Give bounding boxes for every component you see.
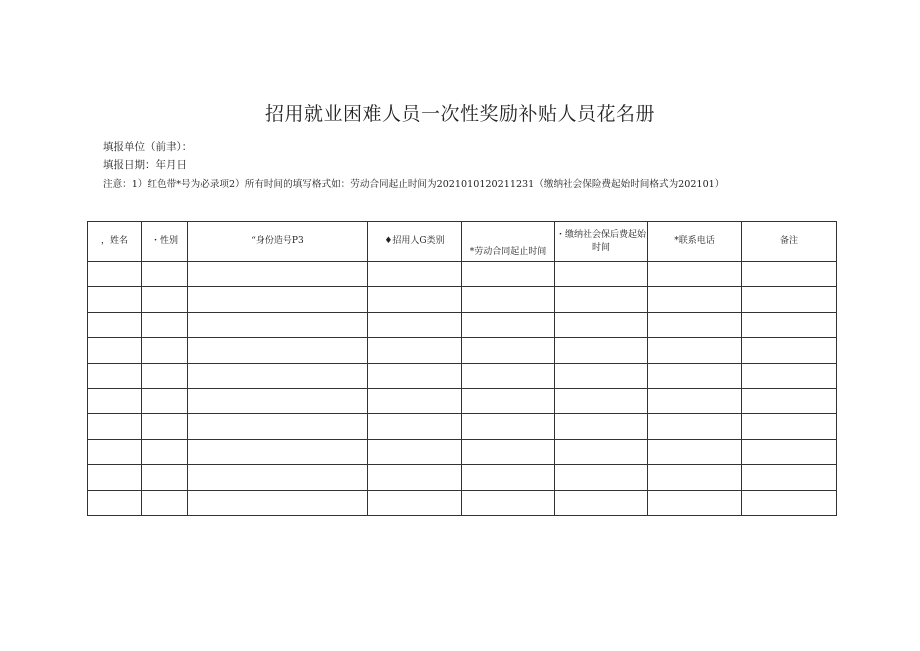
table-cell[interactable]	[742, 388, 837, 413]
table-cell[interactable]	[142, 388, 188, 413]
table-row	[88, 388, 837, 413]
table-cell[interactable]	[555, 363, 648, 388]
table-cell[interactable]	[555, 388, 648, 413]
table-row	[88, 363, 837, 388]
table-cell[interactable]	[648, 312, 742, 337]
table-cell[interactable]	[88, 388, 142, 413]
table-row	[88, 287, 837, 312]
header-name: ，姓名	[88, 222, 142, 262]
table-cell[interactable]	[555, 262, 648, 287]
table-cell[interactable]	[742, 262, 837, 287]
table-cell[interactable]	[648, 262, 742, 287]
table-cell[interactable]	[142, 338, 188, 363]
table-cell[interactable]	[142, 363, 188, 388]
table-cell[interactable]	[742, 363, 837, 388]
table-cell[interactable]	[142, 414, 188, 439]
table-cell[interactable]	[648, 439, 742, 464]
table-cell[interactable]	[368, 388, 462, 413]
table-cell[interactable]	[188, 439, 368, 464]
table-cell[interactable]	[188, 388, 368, 413]
table-cell[interactable]	[742, 439, 837, 464]
table-cell[interactable]	[368, 465, 462, 490]
table-cell[interactable]	[462, 414, 555, 439]
table-cell[interactable]	[142, 465, 188, 490]
table-cell[interactable]	[88, 338, 142, 363]
table-cell[interactable]	[142, 439, 188, 464]
table-cell[interactable]	[142, 312, 188, 337]
table-cell[interactable]	[368, 414, 462, 439]
table-cell[interactable]	[462, 490, 555, 515]
table-cell[interactable]	[555, 414, 648, 439]
table-cell[interactable]	[555, 287, 648, 312]
table-cell[interactable]	[88, 312, 142, 337]
table-cell[interactable]	[88, 439, 142, 464]
table-cell[interactable]	[462, 465, 555, 490]
table-cell[interactable]	[368, 490, 462, 515]
page-title: 招用就业困难人员一次性奖励补贴人员花名册	[264, 103, 655, 125]
table-body	[88, 262, 837, 516]
table-cell[interactable]	[142, 287, 188, 312]
table-cell[interactable]	[648, 414, 742, 439]
header-contract-period: *劳动合同起止时间	[462, 222, 555, 262]
table-cell[interactable]	[742, 465, 837, 490]
table-cell[interactable]	[648, 388, 742, 413]
table-cell[interactable]	[742, 312, 837, 337]
table-cell[interactable]	[368, 287, 462, 312]
table-cell[interactable]	[88, 262, 142, 287]
header-remarks: 备注	[742, 222, 837, 262]
header-id-number: “身份造号P3	[188, 222, 368, 262]
table-cell[interactable]	[462, 338, 555, 363]
reporting-date-label: 填报日期：年月日	[103, 159, 187, 171]
table-row	[88, 465, 837, 490]
instructions-note: 注意：1）红色带*号为必录项2）所有时间的填写格式如：劳动合同起止时间为2021010120211231（缴纳社会保险费起始时间格式为202101）	[103, 179, 725, 190]
header-gender: ・性别	[142, 222, 188, 262]
table-cell[interactable]	[88, 363, 142, 388]
table-cell[interactable]	[742, 414, 837, 439]
table-cell[interactable]	[188, 414, 368, 439]
table-cell[interactable]	[555, 465, 648, 490]
table-row	[88, 312, 837, 337]
table-cell[interactable]	[368, 363, 462, 388]
table-cell[interactable]	[462, 439, 555, 464]
table-cell[interactable]	[742, 338, 837, 363]
table-cell[interactable]	[648, 287, 742, 312]
table-cell[interactable]	[555, 312, 648, 337]
table-row	[88, 439, 837, 464]
header-phone: *联系电话	[648, 222, 742, 262]
header-category: ♦招用人G类别	[368, 222, 462, 262]
table-cell[interactable]	[88, 414, 142, 439]
table-cell[interactable]	[188, 338, 368, 363]
table-cell[interactable]	[188, 490, 368, 515]
table-cell[interactable]	[368, 338, 462, 363]
table-cell[interactable]	[742, 490, 837, 515]
table-cell[interactable]	[368, 439, 462, 464]
table-cell[interactable]	[188, 262, 368, 287]
table-cell[interactable]	[555, 338, 648, 363]
table-cell[interactable]	[555, 490, 648, 515]
table-cell[interactable]	[88, 287, 142, 312]
table-cell[interactable]	[648, 465, 742, 490]
reporting-unit-label: 填报单位（前聿）：	[103, 141, 193, 153]
table-cell[interactable]	[188, 465, 368, 490]
table-cell[interactable]	[142, 262, 188, 287]
header-insurance-start: ・缴纳社会保后费起始时间	[555, 222, 648, 262]
table-cell[interactable]	[368, 312, 462, 337]
table-cell[interactable]	[368, 262, 462, 287]
table-cell[interactable]	[462, 262, 555, 287]
table-cell[interactable]	[462, 388, 555, 413]
table-cell[interactable]	[742, 287, 837, 312]
table-cell[interactable]	[648, 338, 742, 363]
table-cell[interactable]	[648, 363, 742, 388]
table-cell[interactable]	[462, 312, 555, 337]
table-cell[interactable]	[188, 312, 368, 337]
table-cell[interactable]	[462, 363, 555, 388]
table-cell[interactable]	[462, 287, 555, 312]
table-cell[interactable]	[555, 439, 648, 464]
table-cell[interactable]	[88, 490, 142, 515]
table-cell[interactable]	[188, 363, 368, 388]
table-row	[88, 262, 837, 287]
table-cell[interactable]	[142, 490, 188, 515]
table-row	[88, 338, 837, 363]
table-cell[interactable]	[188, 287, 368, 312]
table-header-row	[88, 222, 837, 262]
table-cell[interactable]	[648, 490, 742, 515]
roster-table	[87, 221, 837, 516]
table-cell[interactable]	[88, 465, 142, 490]
table-row	[88, 414, 837, 439]
table-row	[88, 490, 837, 515]
